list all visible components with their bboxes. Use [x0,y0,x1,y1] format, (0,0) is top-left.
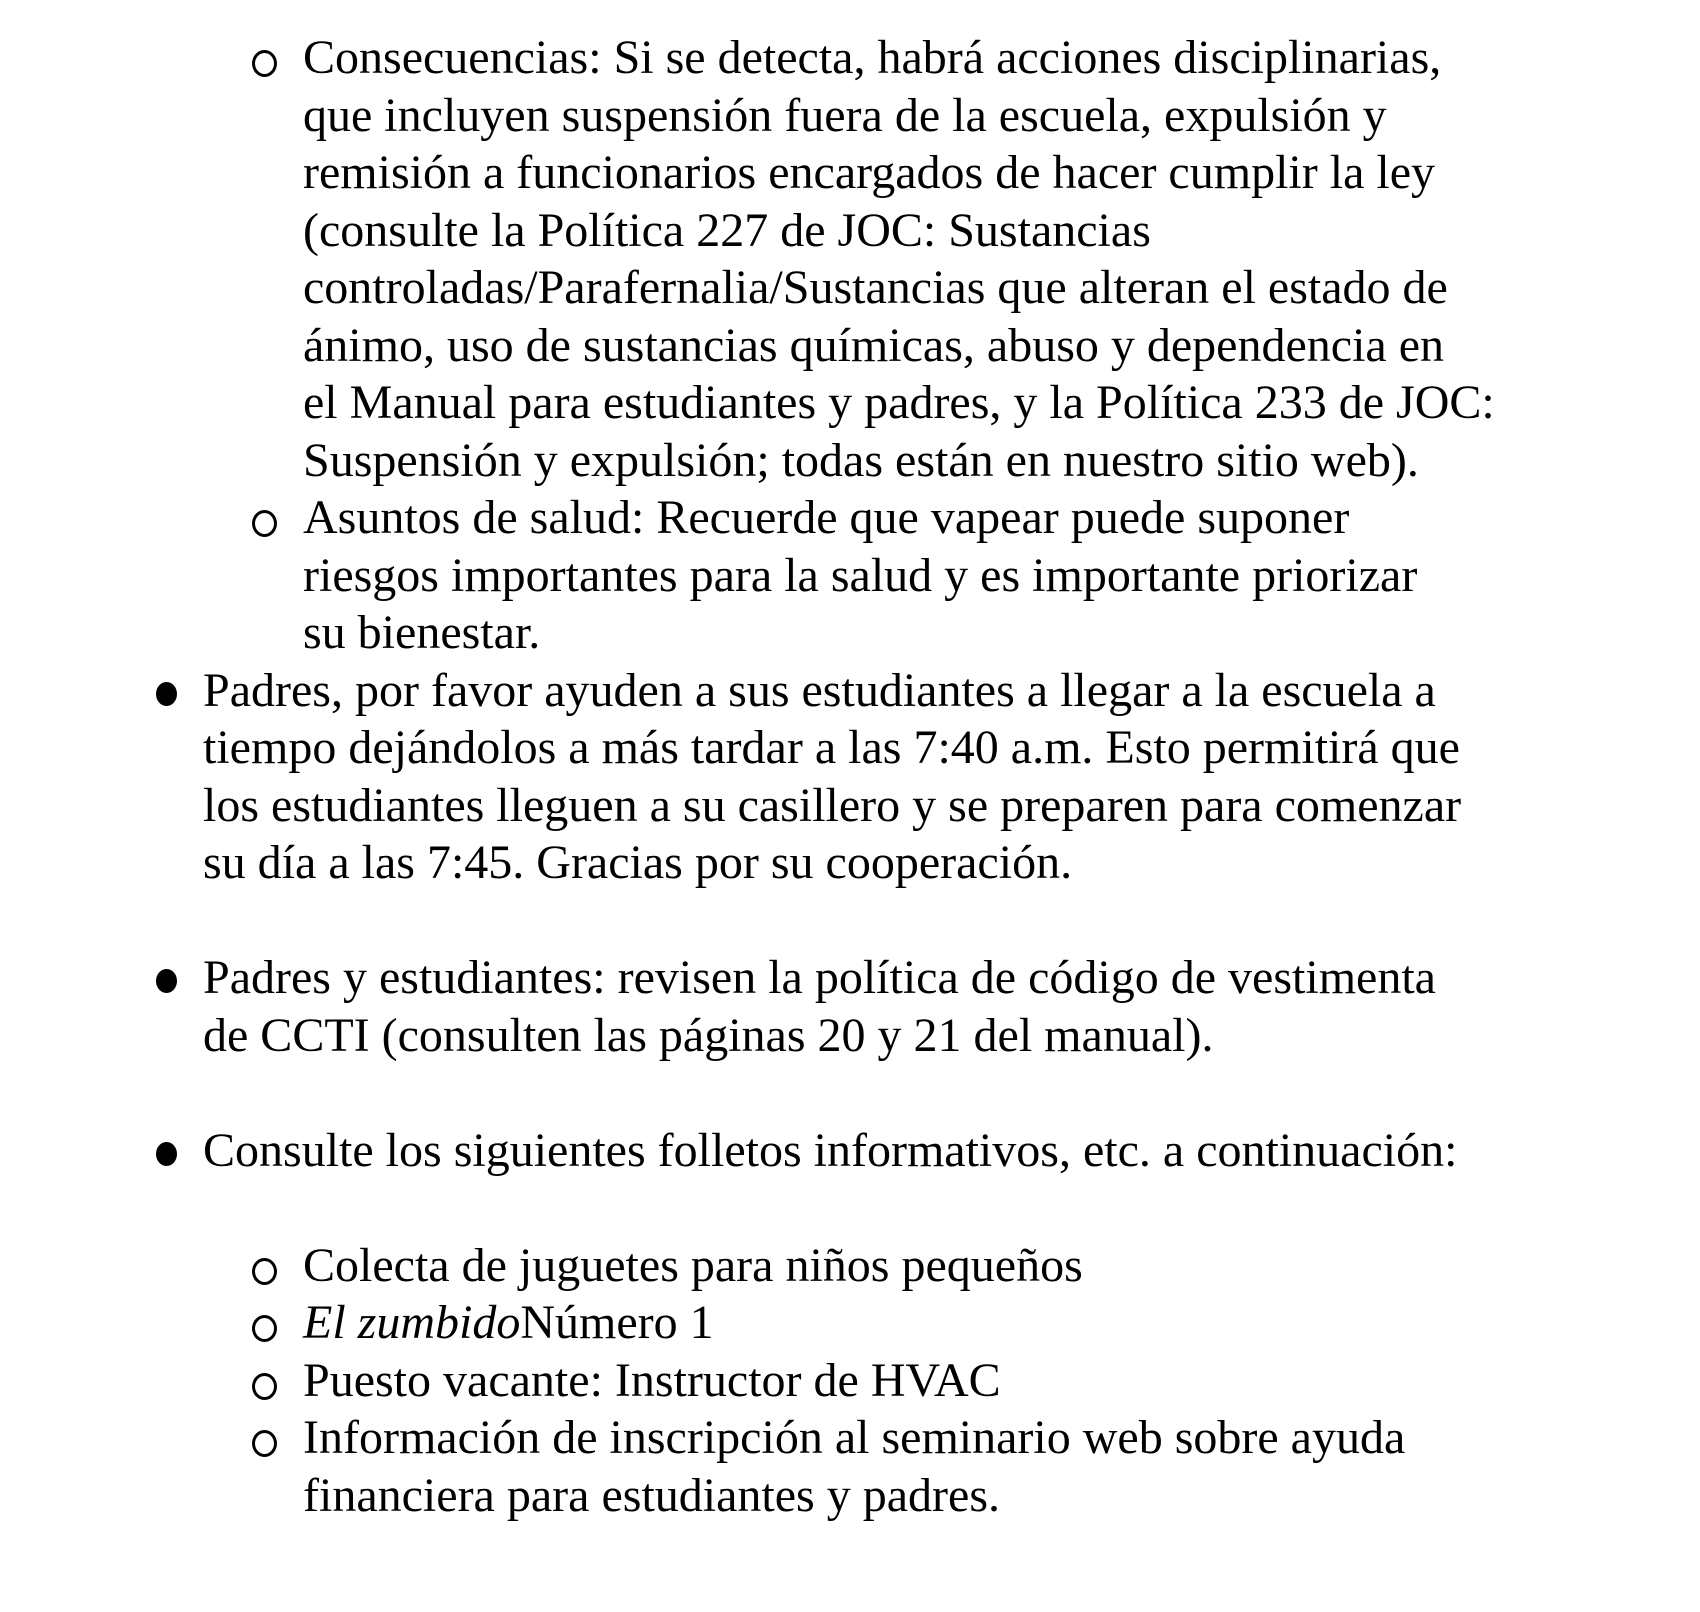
text-line: ánimo, uso de sustancias químicas, abuso y dependencia en [303,318,1445,372]
list-item-consequences [0,29,1700,489]
newsletter-title: El zumbido [303,1296,521,1349]
text-line: Puesto vacante: Instructor de HVAC [303,1353,1001,1407]
text-line: (consulte la Política 227 de JOC: Sustancias [303,203,1151,257]
newsletter-issue: Número 1 [520,1296,714,1349]
text-line: financiera para estudiantes y padres. [303,1468,1001,1522]
list-item-toy-drive [0,1237,1700,1295]
disc-bullet-icon [156,1142,177,1166]
circle-bullet-icon [252,1373,277,1400]
circle-bullet-icon [252,1258,277,1285]
text-line: de CCTI (consulten las páginas 20 y 21 del manual). [203,1008,1214,1062]
flyers-sublist [0,1237,1700,1525]
text-line: Asuntos de salud: Recuerde que vapear puede suponer [303,491,1350,544]
text-line: riesgos importantes para la salud y es importante priorizar [303,548,1418,602]
text-line: Colecta de juguetes para niños pequeños [303,1238,1083,1292]
text-line: que incluyen suspensión fuera de la escuela, expulsión y [303,88,1387,142]
list-item-health-matters [0,489,1700,662]
text-line: tiempo dejándolos a más tardar a las 7:40 a.m. Esto permitirá que [203,721,1460,774]
text-line: su bienestar. [303,606,541,659]
text-line: su día a las 7:45. Gracias por su cooperación. [203,836,1073,889]
circle-bullet-icon [252,1315,277,1342]
disc-bullet-icon [156,682,177,706]
circle-bullet-icon [252,1430,277,1457]
text-line: el Manual para estudiantes y padres, y la Política 233 de JOC: [303,376,1495,429]
list-item-arrival-time [0,662,1700,892]
disc-bullet-icon [156,969,177,993]
announcements-list [0,662,1700,1180]
list-item-job-opening [0,1352,1700,1410]
circle-bullet-icon [252,50,277,77]
list-item-financial-aid-webinar [0,1409,1700,1524]
text-line: Consulte los siguientes folletos informativos, etc. a continuación: [203,1123,1458,1177]
text-line: Información de inscripción al seminario web sobre ayuda [303,1411,1406,1464]
vaping-sublist [0,29,1700,662]
circle-bullet-icon [252,510,277,537]
text-line: remisión a funcionarios encargados de hacer cumplir la ley [303,146,1436,199]
text-line: Suspensión y expulsión; todas están en nuestro sitio web). [303,433,1419,487]
list-item-flyers-intro [0,1122,1700,1180]
list-item-dress-code [0,949,1700,1064]
text-line: Padres y estudiantes: revisen la política de código de vestimenta [203,951,1436,1004]
text-line: Padres, por favor ayuden a sus estudiantes a llegar a la escuela a [203,663,1436,717]
text-line: los estudiantes lleguen a su casillero y se preparen para comenzar [203,778,1462,832]
text-line: controladas/Parafernalia/Sustancias que alteran el estado de [303,261,1448,314]
text-line: Consecuencias: Si se detecta, habrá acciones disciplinarias, [303,31,1442,84]
text-line [303,1294,1700,1352]
list-item-el-zumbido [0,1294,1700,1352]
